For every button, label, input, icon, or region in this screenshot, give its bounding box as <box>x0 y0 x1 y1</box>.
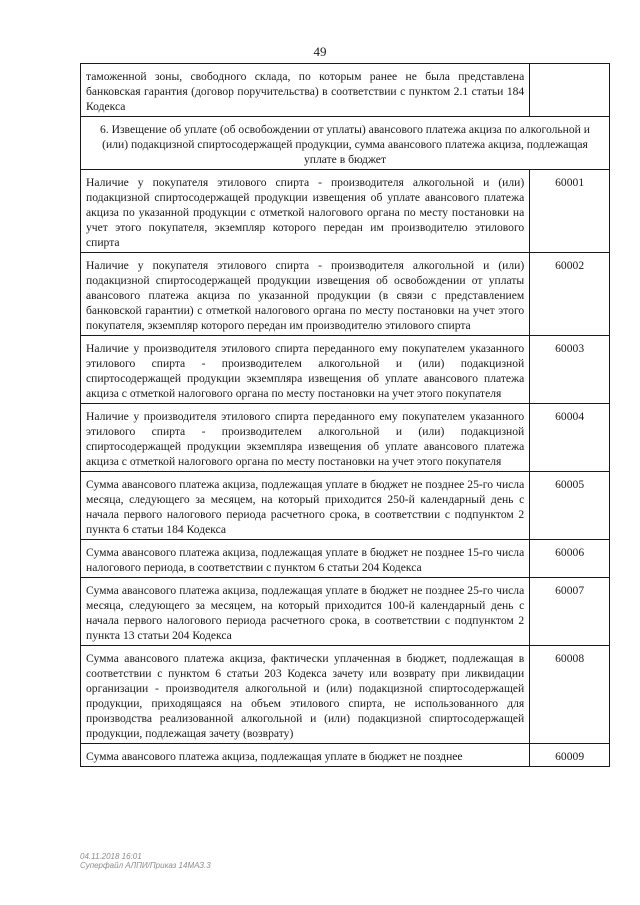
section-heading-row <box>81 117 610 170</box>
table-row <box>81 336 610 404</box>
row-description: Сумма авансового платежа акциза, подлежащая уплате в бюджет не позднее 25-го числа месяца, следующего за месяцем, на который приходится 250-й календарный день с начала первого налогового периода расчетного срока, в соответствии с подпунктом 2 пункта 6 статьи 184 Кодекса <box>81 472 530 540</box>
table-row <box>81 744 610 767</box>
row-description: таможенной зоны, свободного склада, по которым ранее не была представлена банковская гарантия (договор поручительства) в соответствии с пунктом 2.1 статьи 184 Кодекса <box>81 64 530 117</box>
row-description: Сумма авансового платежа акциза, подлежащая уплате в бюджет не позднее <box>81 744 530 767</box>
page-number: 49 <box>313 44 327 59</box>
row-description: Сумма авансового платежа акциза, подлежащая уплате в бюджет не позднее 25-го числа месяца, следующего за месяцем, на который приходится 100-й календарный день с начала первого налогового периода расчетного срока, в соответствии с подпунктом 2 пункта 13 статьи 204 Кодекса <box>81 578 530 646</box>
row-description: Сумма авансового платежа акциза, подлежащая уплате в бюджет не позднее 15-го числа налогового периода, в соответствии с пунктом 6 статьи 204 Кодекса <box>81 540 530 578</box>
table-row <box>81 253 610 336</box>
table-row <box>81 472 610 540</box>
table-row <box>81 646 610 744</box>
row-code: 60001 <box>530 170 610 253</box>
table-row-continuation <box>81 64 610 117</box>
table-row <box>81 404 610 472</box>
row-description: Наличие у покупателя этилового спирта - производителя алкогольной и (или) подакцизной спиртосодержащей продукции извещения об освобождении от уплаты авансового платежа акциза по указанной продукции (в связи с представлением банковской гарантии) с отметкой налогового органа по месту постановки на учет этого покупателя, экземпляр которого передан им производителю этилового спирта <box>81 253 530 336</box>
row-code: 60004 <box>530 404 610 472</box>
row-description: Наличие у производителя этилового спирта переданного ему покупателем указанного этилового спирта - производителем алкогольной и (или) подакцизной спиртосодержащей продукции экземпляра извещения об уплате авансового платежа акциза с отметкой налогового органа по месту постановки на учет этого покупателя <box>81 336 530 404</box>
row-code <box>530 64 610 117</box>
table-row <box>81 170 610 253</box>
row-code: 60003 <box>530 336 610 404</box>
row-code: 60005 <box>530 472 610 540</box>
footer-file-path: Суперфайл АЛПИ/Приказ 14МАЗ.3 <box>80 861 211 870</box>
codes-table <box>80 63 610 767</box>
row-code: 60002 <box>530 253 610 336</box>
section-heading: 6. Извещение об уплате (об освобождении от уплаты) авансового платежа акциза по алкогольной и (или) подакцизной спиртосодержащей продукции, сумма авансового платежа акциза, подлежащая уплате в бюджет <box>81 117 610 170</box>
footer-timestamp: 04.11.2018 16:01 <box>80 852 142 861</box>
row-code: 60008 <box>530 646 610 744</box>
row-description: Наличие у производителя этилового спирта переданного ему покупателем указанного этилового спирта - производителем алкогольной и (или) подакцизной спиртосодержащей продукции экземпляра извещения об уплате авансового платежа акциза с отметкой налогового органа по месту постановки на учет этого покупателя <box>81 404 530 472</box>
row-description: Сумма авансового платежа акциза, фактически уплаченная в бюджет, подлежащая в соответствии с пунктом 6 статьи 203 Кодекса зачету или возврату при ликвидации организации - производителя алкогольной и (или) подакцизной спиртосодержащей продукции, приходящаяся на объем этилового спирта, не использованного для производства реализованной алкогольной и (или) подакцизной спиртосодержащей продукции, подлежащая зачету (возврату) <box>81 646 530 744</box>
row-code: 60007 <box>530 578 610 646</box>
row-description: Наличие у покупателя этилового спирта - производителя алкогольной и (или) подакцизной спиртосодержащей продукции извещения об уплате авансового платежа акциза по указанной продукции с отметкой налогового органа по месту постановки на учет этого покупателя, экземпляр которого передан им производителю этилового спирта <box>81 170 530 253</box>
table-row <box>81 578 610 646</box>
table-row <box>81 540 610 578</box>
print-footer <box>80 852 211 870</box>
row-code: 60009 <box>530 744 610 767</box>
row-code: 60006 <box>530 540 610 578</box>
